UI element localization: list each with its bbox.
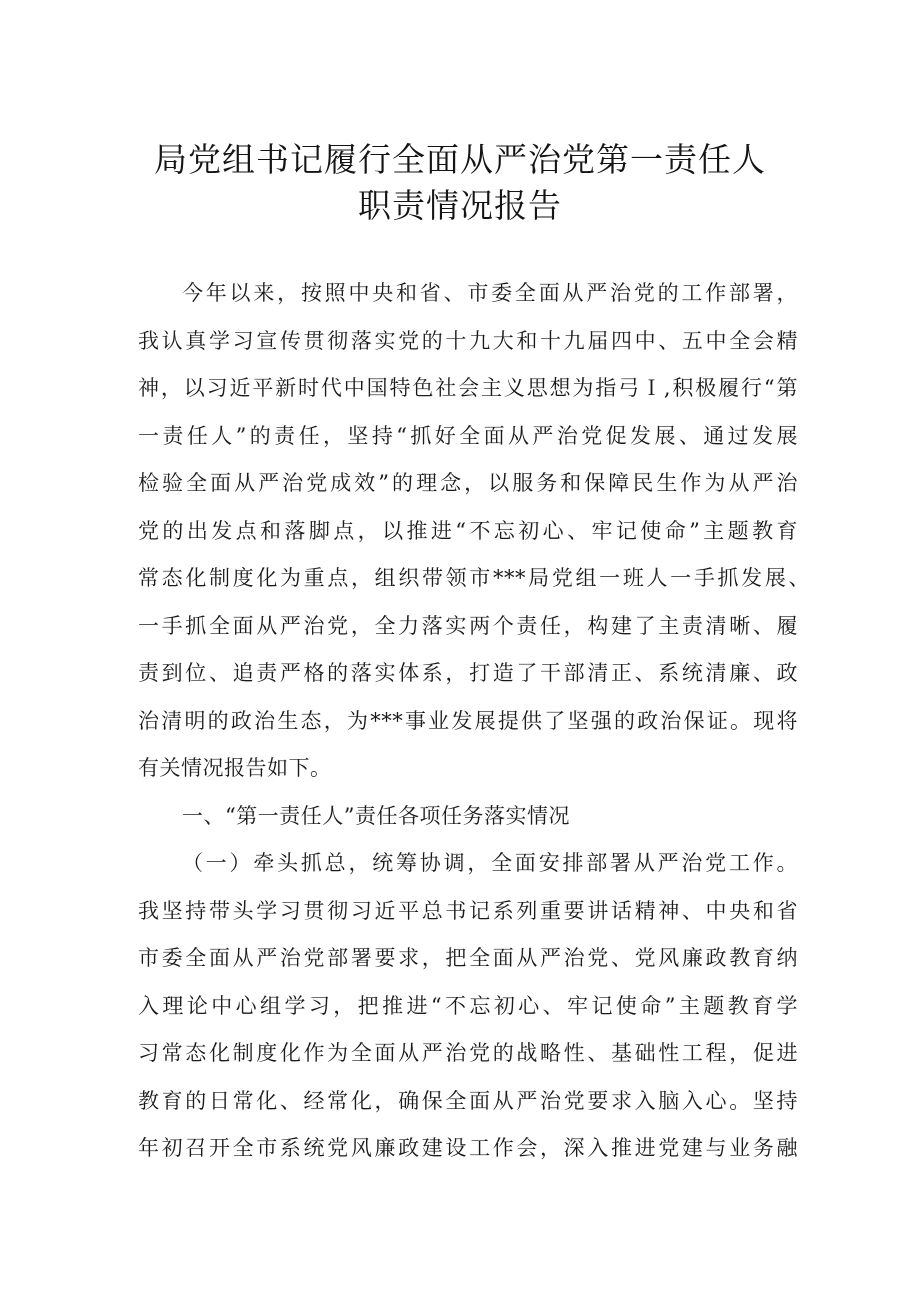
paragraph-line: 今年以来，按照中央和省、市委全面从严治党的工作部署， xyxy=(182,281,798,305)
paragraph-line: 年初召开全市系统党风廉政建设工作会，深入推进党建与业务融 xyxy=(138,1136,798,1160)
paragraph-line: 市委全面从严治党部署要求，把全面从严治党、党风廉政教育纳 xyxy=(138,946,798,970)
paragraph-line: 责到位、追责严格的落实体系，打造了干部清正、系统清廉、政 xyxy=(138,661,798,685)
section-heading: 一、“第一责任人”责任各项任务落实情况 xyxy=(182,803,570,828)
paragraph-line: 我坚持带头学习贯彻习近平总书记系列重要讲话精神、中央和省 xyxy=(138,898,798,923)
paragraph-line: 教育的日常化、经常化，确保全面从严治党要求入脑入心。坚持 xyxy=(138,1088,798,1113)
paragraph-line: 党的出发点和落脚点，以推进“不忘初心、牢记使命”主题教育 xyxy=(138,518,798,543)
paragraph-line: 一手抓全面从严治党，全力落实两个责任，构建了主责清晰、履 xyxy=(138,613,798,638)
paragraph-line: 有关情况报告如下。 xyxy=(138,756,332,780)
document-title-line-2: 职责情况报告 xyxy=(358,186,562,225)
subsection-heading: （一）牵头抓总，统筹协调，全面安排部署从严治党工作。 xyxy=(182,851,798,875)
paragraph-line: 入理论中心组学习，把推进“不忘初心、牢记使命”主题教育学 xyxy=(138,993,798,1018)
document-title-line-1: 局党组书记履行全面从严治党第一责任人 xyxy=(154,140,766,179)
paragraph-line: 我认真学习宣传贯彻落实党的十九大和十九届四中、五中全会精 xyxy=(138,328,798,353)
paragraph-line: 检验全面从严治党成效”的理念，以服务和保障民生作为从严治 xyxy=(138,471,798,495)
paragraph-line: 习常态化制度化作为全面从严治党的战略性、基础性工程，促进 xyxy=(138,1041,798,1065)
paragraph-line: 治清明的政治生态，为***事业发展提供了坚强的政治保证。现将 xyxy=(138,708,798,733)
paragraph-line: 一责任人”的责任，坚持“抓好全面从严治党促发展、通过发展 xyxy=(138,423,798,448)
paragraph-line: 神，以习近平新时代中国特色社会主义思想为指弓Ｉ,积极履行“第 xyxy=(138,376,798,400)
document-body xyxy=(138,270,810,1173)
paragraph-line: 常态化制度化为重点，组织带领市***局党组一班人一手抓发展、 xyxy=(138,566,810,590)
